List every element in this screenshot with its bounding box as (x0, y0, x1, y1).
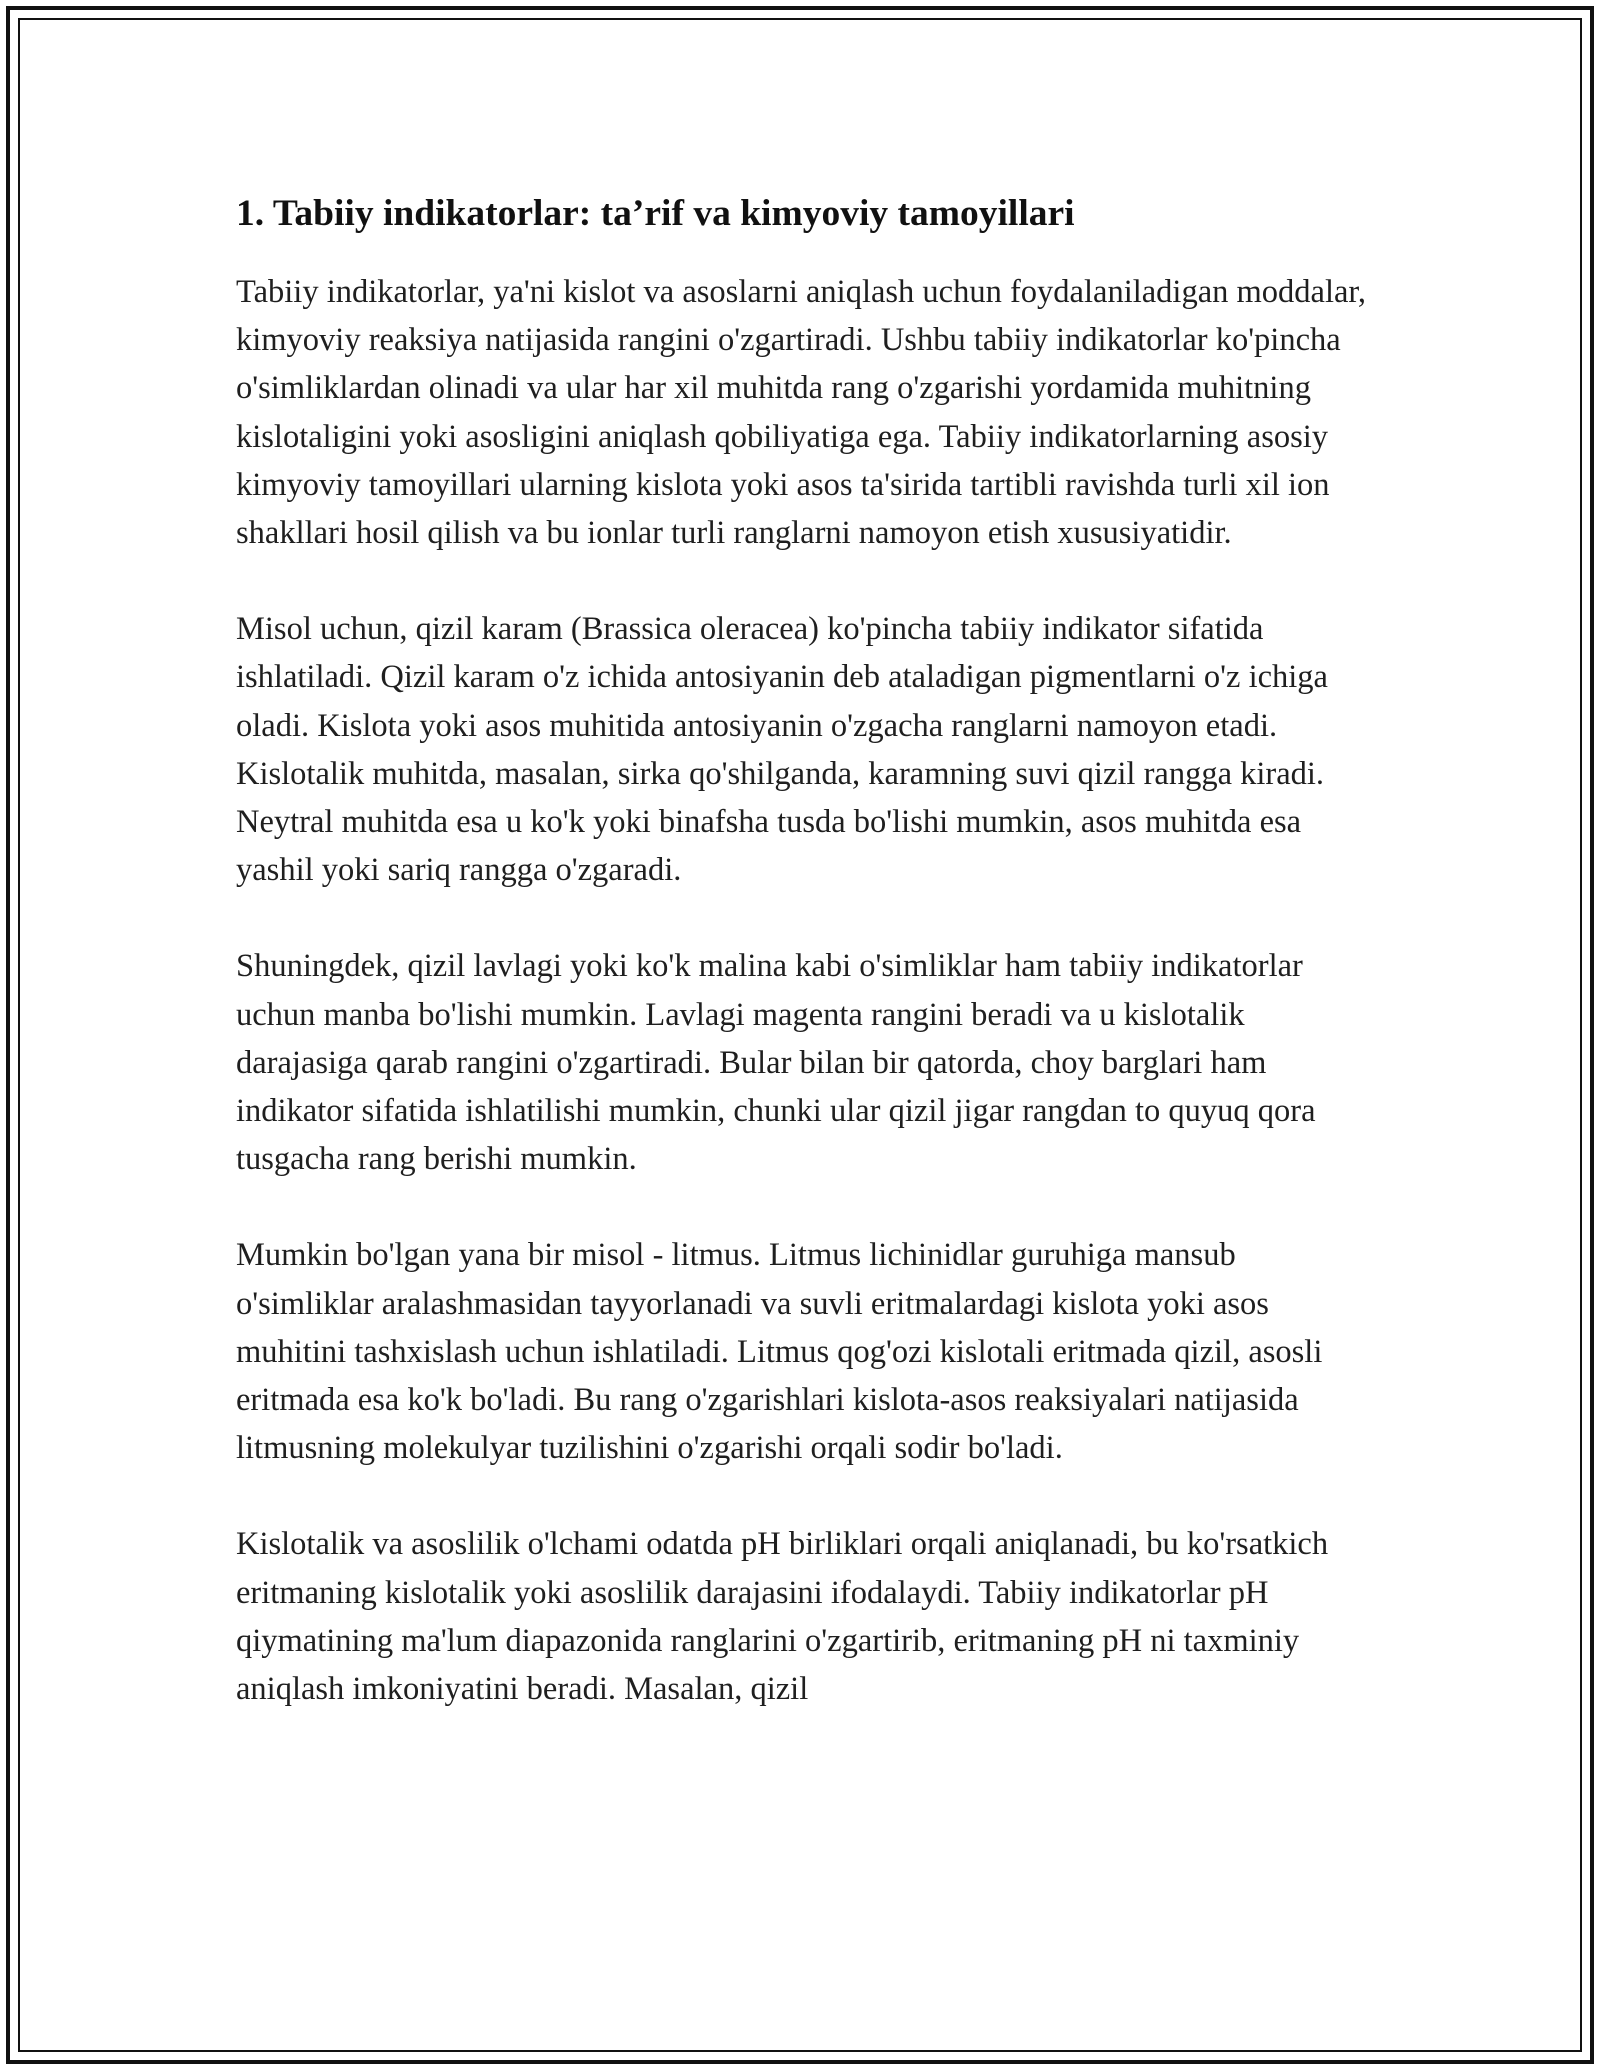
document-body (236, 186, 1376, 1761)
paragraph-litmus: Mumkin bo'lgan yana bir misol - litmus. Litmus lichinidlar guruhiga mansub o'simliklar aralashmasidan tayyorlanadi va suvli eritmalardagi kislota yoki asos muhitini tashxislash uchun ishlatiladi. Litmus qog'ozi kislotali eritmada qizil, asosli eritmada esa ko'k bo'ladi. Bu rang o'zgarishlari kislota-asos reaksiyalari natijasida litmusning molekulyar tuzilishini o'zgarishi orqali sodir bo'ladi. (236, 1237, 1323, 1467)
paragraph-ph-scale: Kislotalik va asoslilik o'lchami odatda pH birliklari orqali aniqlanadi, bu ko'rsatkich eritmaning kislotalik yoki asoslilik darajasini ifodalaydi. Tabiiy indikatorlar pH qiymatining ma'lum diapazonida ranglarini o'zgartirib, eritmaning pH ni taxminiy aniqlash imkoniyatini beradi. Masalan, qizil (236, 1526, 1329, 1708)
paragraph-red-cabbage: Misol uchun, qizil karam (Brassica oleracea) ko'pincha tabiiy indikator sifatida ishlatiladi. Qizil karam o'z ichida antosiyanin deb ataladigan pigmentlarni o'z ichiga oladi. Kislota yoki asos muhitida antosiyanin o'zgacha ranglarni namoyon etadi. Kislotalik muhitda, masalan, sirka qo'shilganda, karamning suvi qizil rangga kiradi. Neytral muhitda esa u ko'k yoki binafsha tusda bo'lishi mumkin, asos muhitda esa yashil yoki sariq rangga o'zgaradi. (236, 611, 1328, 889)
paragraph-definition: Tabiiy indikatorlar, ya'ni kislot va asoslarni aniqlash uchun foydalaniladigan moddalar, kimyoviy reaksiya natijasida rangini o'zgartiradi. Ushbu tabiiy indikatorlar ko'pincha o'simliklardan olinadi va ular har xil muhitda rang o'zgarishi yordamida muhitning kislotaligini yoki asosligini aniqlash qobiliyatiga ega. Tabiiy indikatorlarning asosiy kimyoviy tamoyillari ularning kislota yoki asos ta'sirida tartibli ravishda turli xil ion shakllari hosil qilish va bu ionlar turli ranglarni namoyon etish xususiyatidir. (236, 274, 1367, 552)
section-heading: 1. Tabiiy indikatorlar: ta’rif va kimyoviy tamoyillari (236, 193, 1075, 234)
paragraph-beet-and-tea: Shuningdek, qizil lavlagi yoki ko'k malina kabi o'simliklar ham tabiiy indikatorlar uchun manba bo'lishi mumkin. Lavlagi magenta rangini beradi va u kislotalik darajasiga qarab rangini o'zgartiradi. Bular bilan bir qatorda, choy barglari ham indikator sifatida ishlatilishi mumkin, chunki ular qizil jigar rangdan to quyuq qora tusgacha rang berishi mumkin. (236, 948, 1316, 1178)
